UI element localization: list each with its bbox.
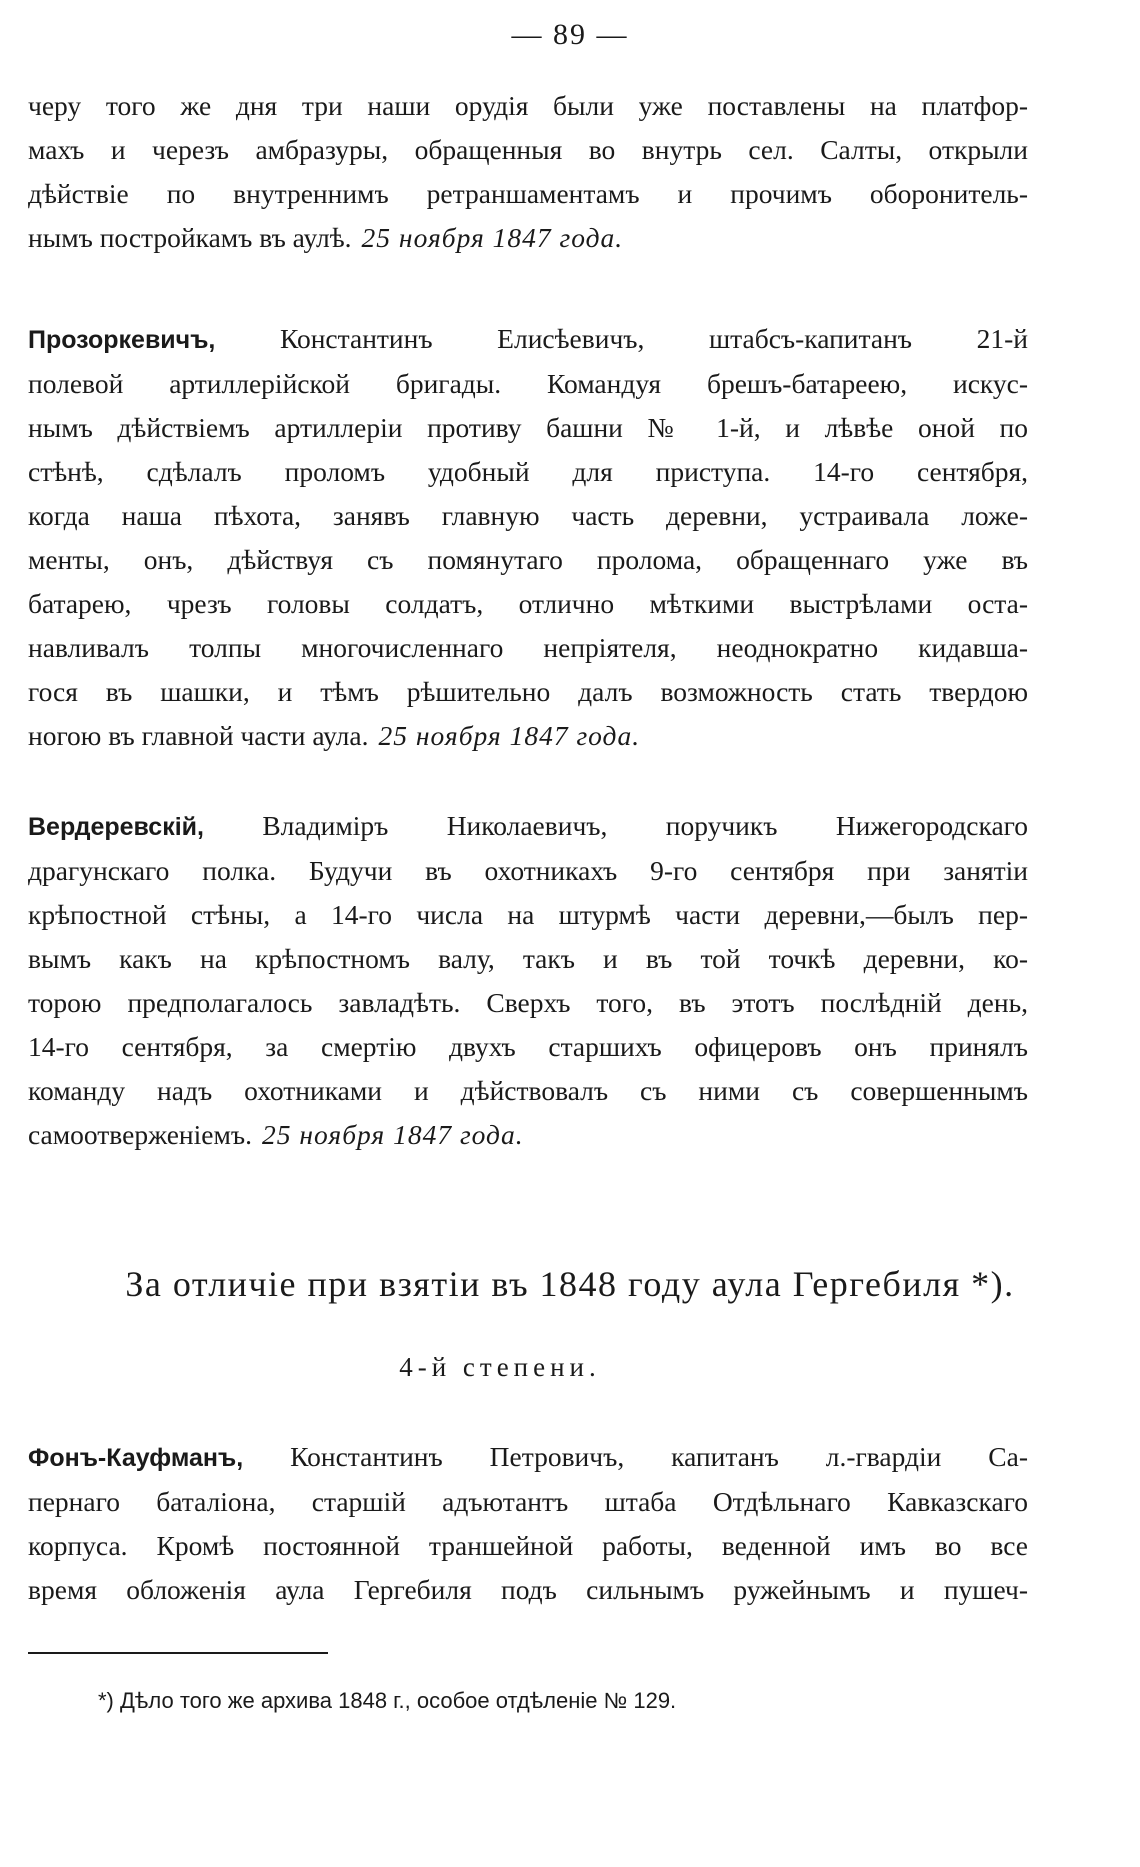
person-name: Вердеревскій, [28, 813, 204, 841]
text-line: пернаго баталіона, старшій адъютантъ штаба Отдѣльнаго Кавказскаго [28, 1486, 1028, 1517]
text-line: когда наша пѣхота, занявъ главную часть деревни, устраивала ложе- [28, 500, 1028, 531]
text-line-first [28, 804, 1028, 849]
text-fragment: Владиміръ Николаевичъ, поручикъ Нижегородскаго [262, 810, 1028, 841]
text-line: махъ и черезъ амбразуры, обращенныя во внутрь сел. Салты, открыли [28, 134, 1028, 165]
section-subheading: 4-й степени. [399, 1352, 601, 1382]
paragraph-prozorkevich [28, 317, 1028, 758]
text-line: вымъ какъ на крѣпостномъ валу, такъ и въ той точкѣ деревни, ко- [28, 943, 1028, 974]
date-stamp: 25 ноября 1847 года. [361, 222, 624, 253]
text-line: 14-го сентября, за смертію двухъ старшихъ офицеровъ онъ принялъ [28, 1031, 1028, 1062]
text-line: гося въ шашки, и тѣмъ рѣшительно далъ возможность стать твердою [28, 676, 1028, 707]
text-line-last [28, 714, 1028, 758]
text-line: полевой артиллерійской бригады. Командуя брешъ-батареею, искус- [28, 368, 1028, 399]
page-number: — 89 — [511, 18, 629, 51]
text-fragment: Константинъ Петровичъ, капитанъ л.-гвардіи Са- [290, 1441, 1028, 1472]
paragraph-verderevsky [28, 804, 1028, 1157]
text-line: крѣпостной стѣны, а 14-го числа на штурмѣ части деревни,—былъ пер- [28, 899, 1028, 930]
text-line: команду надъ охотниками и дѣйствовалъ съ ними съ совершеннымъ [28, 1075, 1028, 1106]
paragraph-continuation [28, 84, 1028, 260]
text-line-first [28, 317, 1028, 362]
footnote-divider [28, 1652, 328, 1654]
text-line: торою предполагалось завладѣть. Сверхъ того, въ этотъ послѣдній день, [28, 987, 1028, 1018]
person-name: Прозоркевичъ, [28, 326, 216, 354]
text-line: дѣйствіе по внутреннимъ ретраншаментамъ и прочимъ оборонитель- [28, 178, 1028, 209]
text-line: черу того же дня три наши орудія были уже поставлены на платфор- [28, 90, 1028, 121]
text-line: батарею, чрезъ головы солдатъ, отлично мѣткими выстрѣлами оста- [28, 588, 1028, 619]
date-stamp: 25 ноября 1847 года. [262, 1119, 524, 1150]
text-line-last [28, 216, 1028, 260]
date-stamp: 25 ноября 1847 года. [378, 720, 641, 751]
text-line: навливалъ толпы многочисленнаго непріятеля, неоднократно кидавша- [28, 632, 1028, 663]
text-line: корпуса. Кромѣ постоянной траншейной работы, веденной имъ во все [28, 1530, 1028, 1561]
text-line: нымъ дѣйствіемъ артиллеріи противу башни № 1-й, и лѣвѣе оной по [28, 412, 1028, 443]
text-fragment: Константинъ Елисѣевичъ, штабсъ-капитанъ 21-й [279, 323, 1029, 354]
paragraph-von-kaufmann [28, 1435, 1028, 1612]
person-name: Фонъ-Кауфманъ, [28, 1444, 244, 1472]
footnote: *) Дѣло того же архива 1848 г., особое отдѣленіе № 129. [98, 1688, 677, 1713]
text-fragment: нымъ постройкамъ въ аулѣ. [28, 222, 352, 253]
text-fragment: ногою въ главной части аула. [28, 720, 369, 751]
text-line-last [28, 1113, 1028, 1157]
text-line: время обложенія аула Гергебиля подъ сильнымъ ружейнымъ и пушеч- [28, 1574, 1028, 1605]
text-line: менты, онъ, дѣйствуя съ помянутаго пролома, обращеннаго уже въ [28, 544, 1028, 575]
text-line: стѣнѣ, сдѣлалъ проломъ удобный для приступа. 14-го сентября, [28, 456, 1028, 487]
section-heading: За отличіе при взятіи въ 1848 году аула Гергебиля *). [125, 1264, 1015, 1304]
text-line-first [28, 1435, 1028, 1480]
text-fragment: самоотверженіемъ. [28, 1119, 252, 1150]
text-line: драгунскаго полка. Будучи въ охотникахъ 9-го сентября при занятіи [28, 855, 1028, 886]
